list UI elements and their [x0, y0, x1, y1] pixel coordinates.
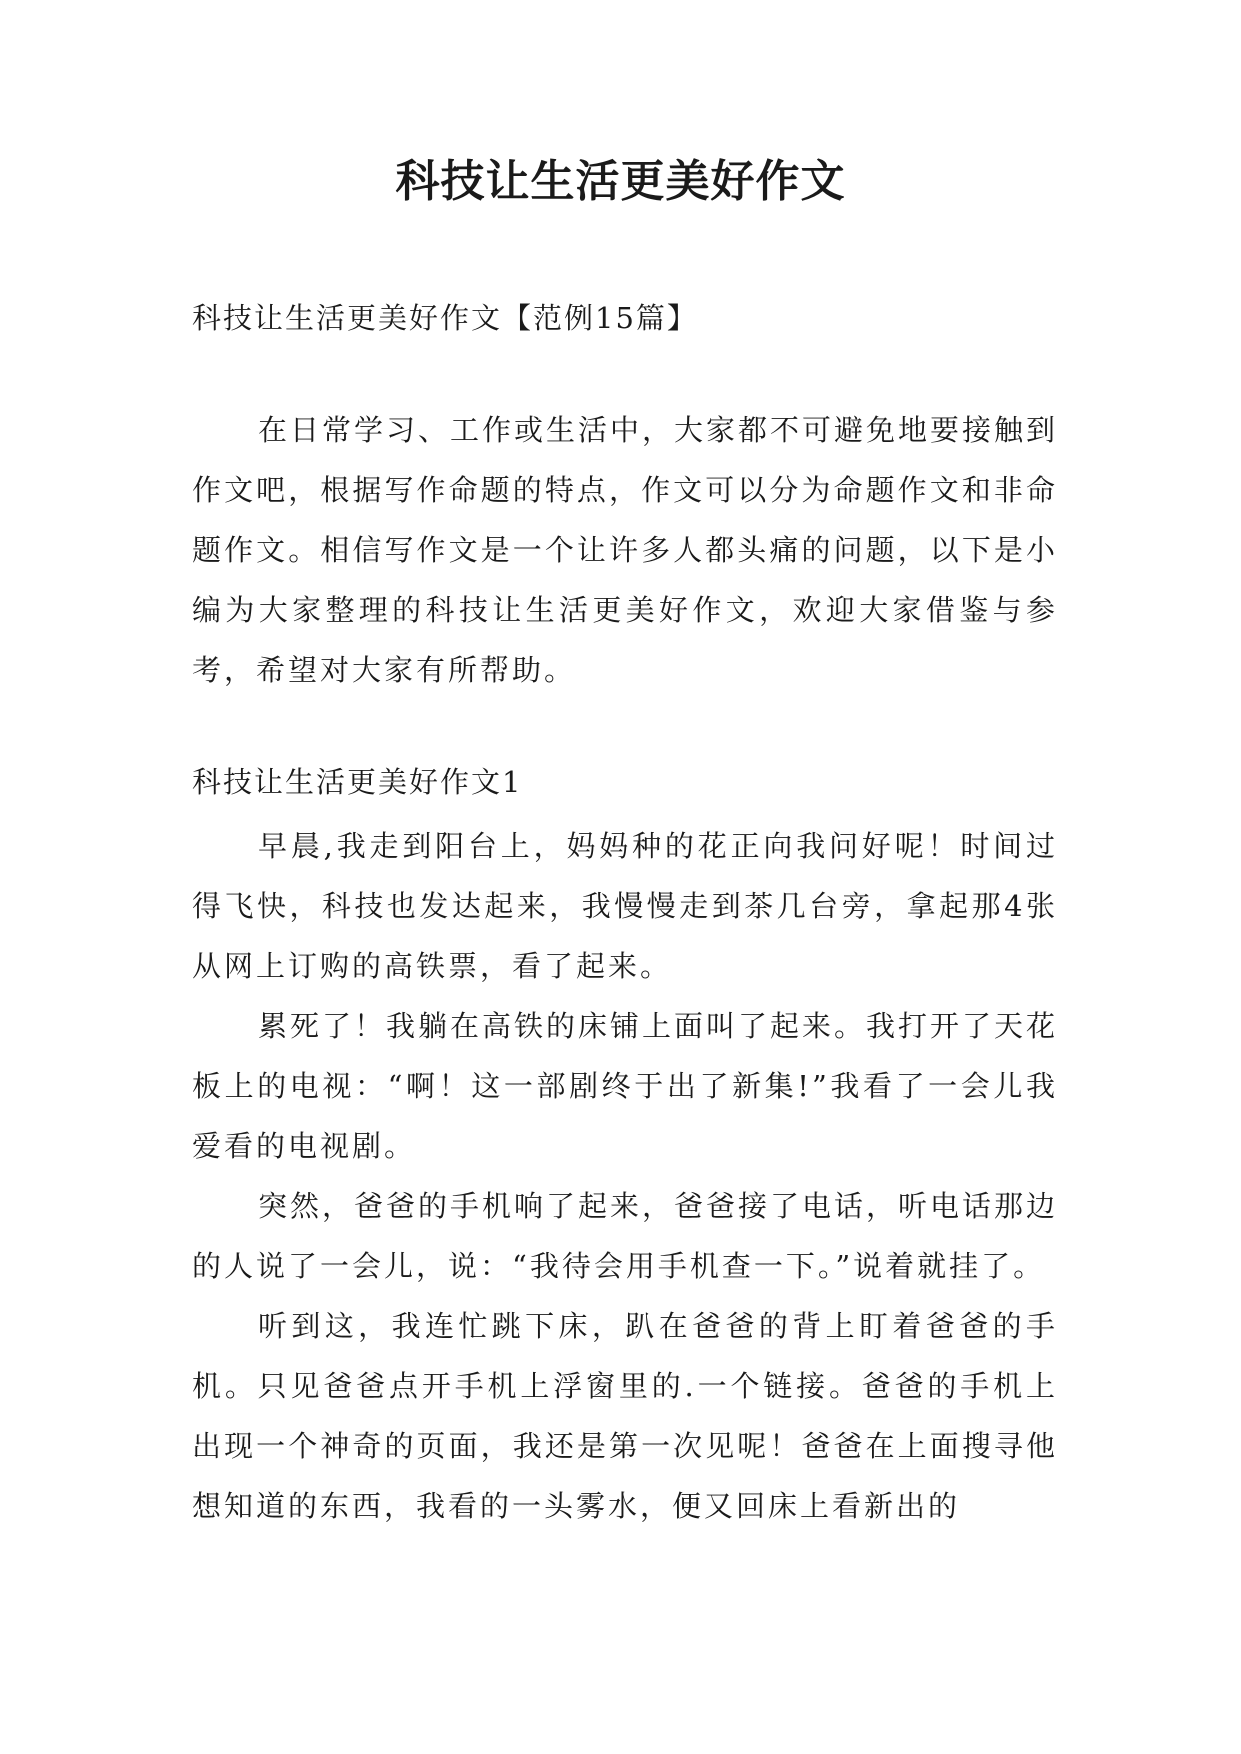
essay-paragraph-1: 早晨,我走到阳台上，妈妈种的花正向我问好呢！时间过得飞快，科技也发达起来，我慢慢走到茶几台旁，拿起那4张从网上订购的高铁票，看了起来。 — [192, 829, 1058, 983]
essay-paragraph-3: 突然，爸爸的手机响了起来，爸爸接了电话，听电话那边的人说了一会儿，说：“我待会用手机查一下。”说着就挂了。 — [192, 1189, 1059, 1283]
document-title: 科技让生活更美好作文 — [395, 156, 846, 207]
essay-body — [192, 816, 1058, 1536]
section-heading: 科技让生活更美好作文1 — [192, 765, 523, 799]
essay-paragraph-2: 累死了！我躺在高铁的床铺上面叫了起来。我打开了天花板上的电视：“啊！这一部剧终于出了新集!”我看了一会儿我爱看的电视剧。 — [192, 1009, 1059, 1163]
essay-paragraph-4: 听到这，我连忙跳下床，趴在爸爸的背上盯着爸爸的手机。只见爸爸点开手机上浮窗里的.一个链接。爸爸的手机上出现一个神奇的页面，我还是第一次见呢！爸爸在上面搜寻他想知道的东西，我看的一头雾水，便又回床上看新出的 — [192, 1309, 1058, 1523]
document-subtitle: 科技让生活更美好作文【范例15篇】 — [192, 301, 698, 335]
intro-paragraph: 在日常学习、工作或生活中，大家都不可避免地要接触到作文吧，根据写作命题的特点，作文可以分为命题作文和非命题作文。相信写作文是一个让许多人都头痛的问题，以下是小编为大家整理的科技让生活更美好作文，欢迎大家借鉴与参考，希望对大家有所帮助。 — [192, 413, 1059, 687]
